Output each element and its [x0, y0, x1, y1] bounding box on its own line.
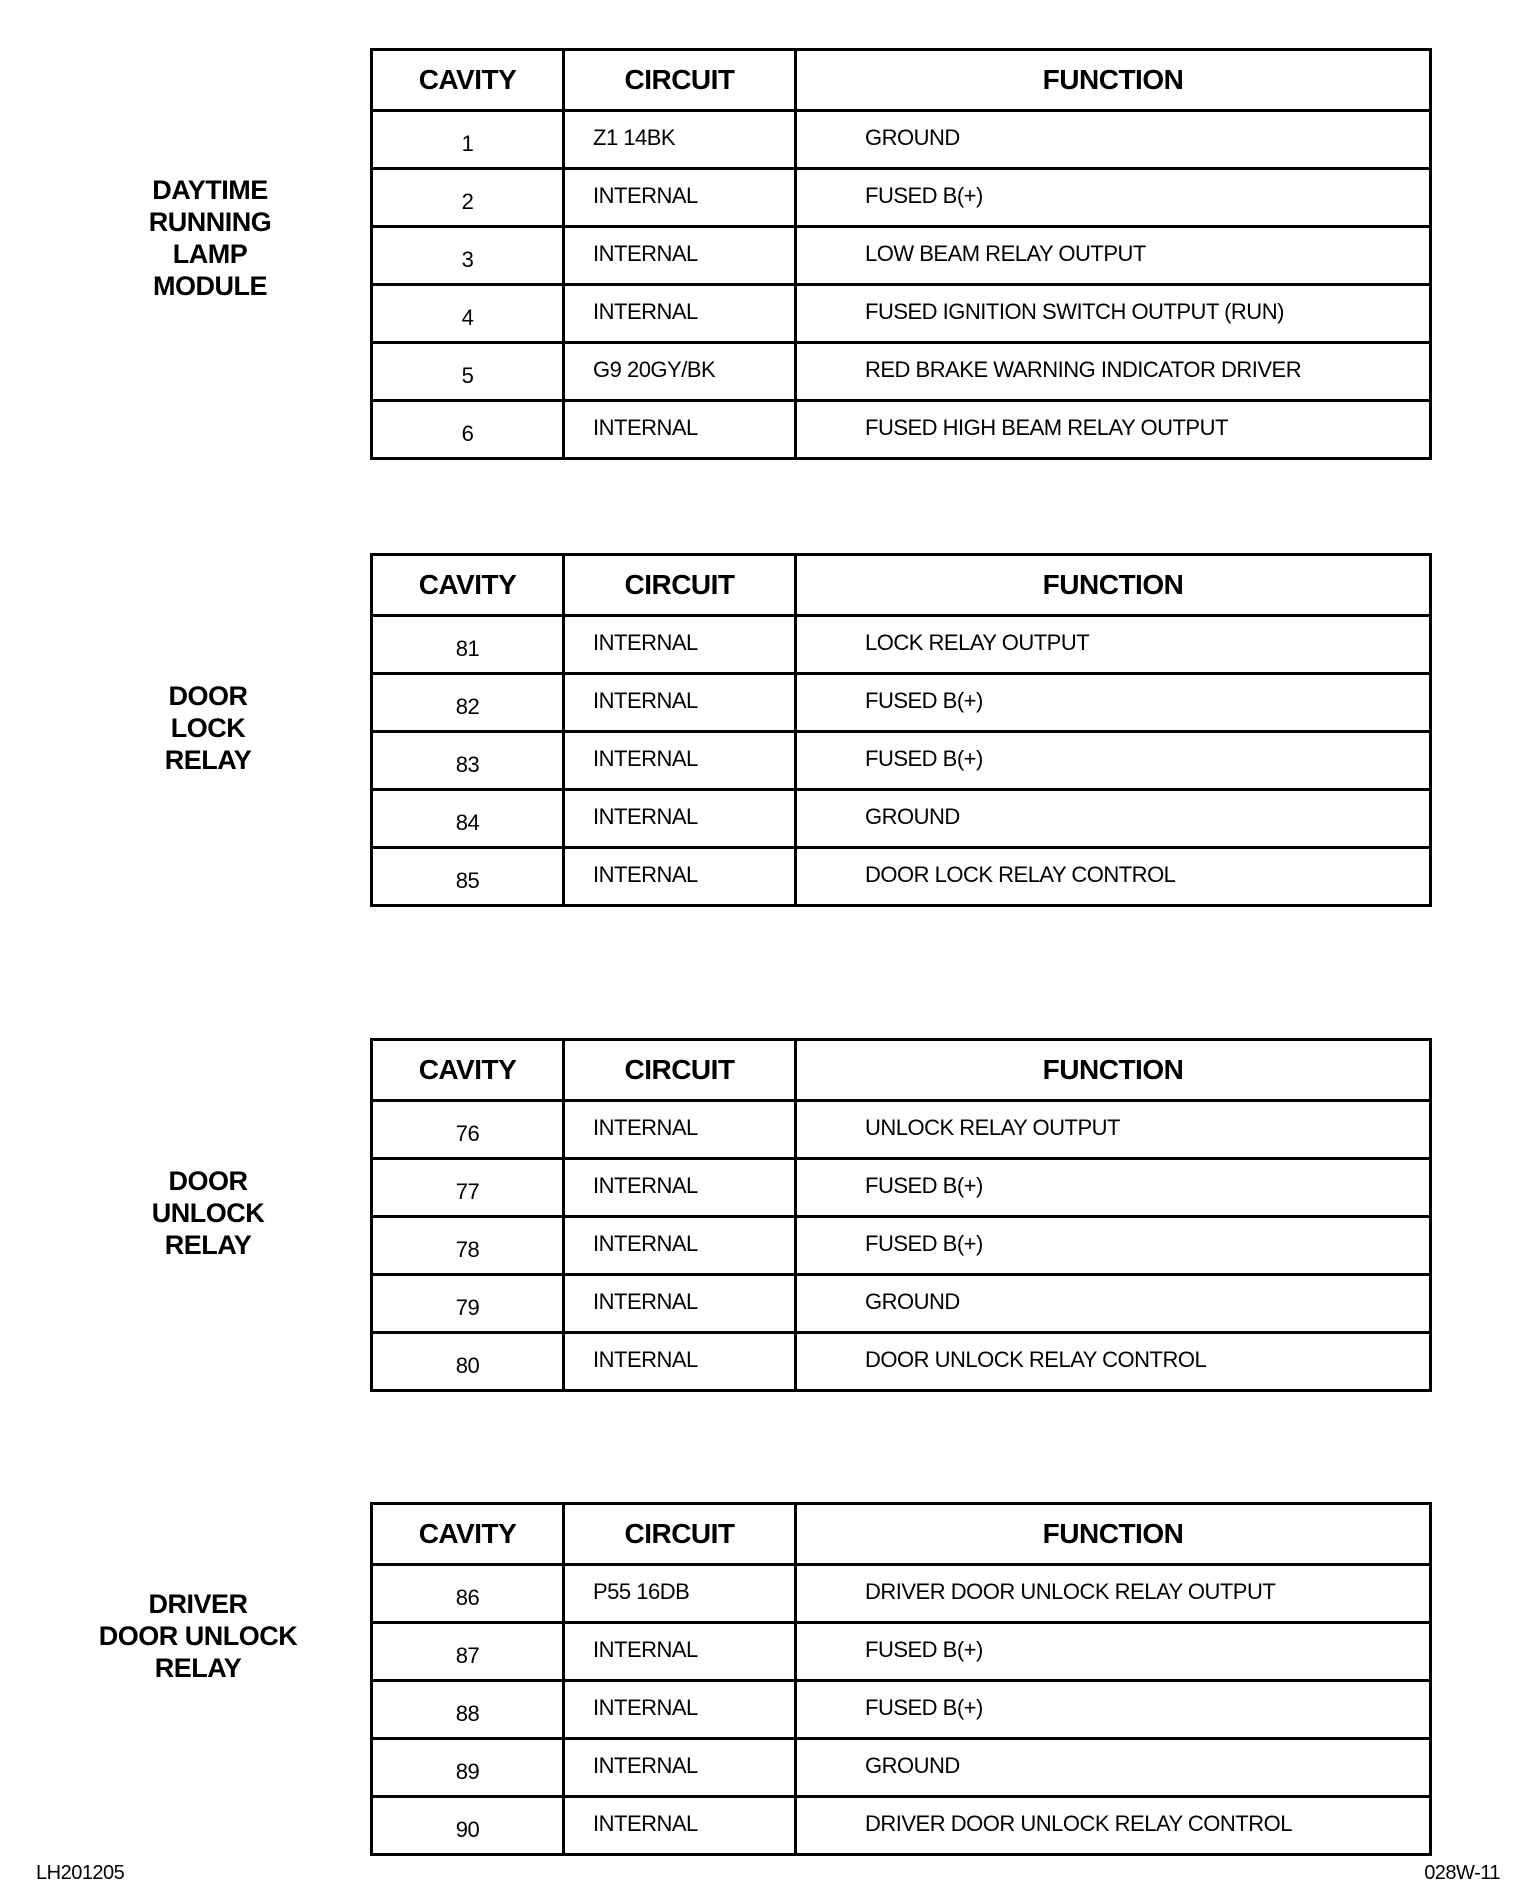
function-cell: FUSED B(+) — [796, 732, 1431, 790]
cavity-cell: 78 — [372, 1217, 564, 1275]
cavity-cell: 1 — [372, 111, 564, 169]
cavity-cell: 3 — [372, 227, 564, 285]
section-label-door-lock-relay — [88, 680, 328, 776]
circuit-cell: INTERNAL — [564, 169, 796, 227]
table-row — [372, 848, 1431, 906]
cavity-cell: 80 — [372, 1333, 564, 1391]
table-header-row — [372, 1504, 1431, 1565]
section-label-line: DOOR UNLOCK — [98, 1621, 298, 1651]
function-cell: FUSED HIGH BEAM RELAY OUTPUT — [796, 401, 1431, 459]
cavity-cell: 6 — [372, 401, 564, 459]
section-label-line: LOCK — [170, 713, 246, 743]
table-row — [372, 790, 1431, 848]
connector-table-door-lock-relay — [370, 553, 1432, 907]
circuit-cell: INTERNAL — [564, 616, 796, 674]
cavity-cell: 76 — [372, 1101, 564, 1159]
section-label-line: DAYTIME — [152, 175, 268, 205]
section-label-line: RUNNING — [148, 207, 272, 237]
table-row — [372, 285, 1431, 343]
circuit-cell: P55 16DB — [564, 1565, 796, 1623]
header-cavity: CAVITY — [372, 1504, 564, 1565]
circuit-cell: INTERNAL — [564, 1159, 796, 1217]
function-cell: FUSED B(+) — [796, 1681, 1431, 1739]
table-row — [372, 111, 1431, 169]
header-circuit: CIRCUIT — [564, 555, 796, 616]
header-circuit: CIRCUIT — [564, 1040, 796, 1101]
table-row — [372, 1275, 1431, 1333]
cavity-cell: 87 — [372, 1623, 564, 1681]
circuit-cell: INTERNAL — [564, 227, 796, 285]
cavity-cell: 77 — [372, 1159, 564, 1217]
circuit-cell: INTERNAL — [564, 1275, 796, 1333]
header-cavity: CAVITY — [372, 1040, 564, 1101]
cavity-cell: 88 — [372, 1681, 564, 1739]
function-cell: FUSED IGNITION SWITCH OUTPUT (RUN) — [796, 285, 1431, 343]
circuit-cell: INTERNAL — [564, 1101, 796, 1159]
function-cell: GROUND — [796, 1739, 1431, 1797]
connector-table-driver-door-unlock-relay — [370, 1502, 1432, 1856]
table-row — [372, 1101, 1431, 1159]
function-cell: GROUND — [796, 1275, 1431, 1333]
function-cell: GROUND — [796, 790, 1431, 848]
table-row — [372, 616, 1431, 674]
cavity-cell: 5 — [372, 343, 564, 401]
circuit-cell: Z1 14BK — [564, 111, 796, 169]
table-row — [372, 732, 1431, 790]
circuit-cell: INTERNAL — [564, 1797, 796, 1855]
section-label-line: RELAY — [154, 1653, 242, 1683]
section-label-line: RELAY — [164, 1230, 252, 1260]
circuit-cell: INTERNAL — [564, 1739, 796, 1797]
cavity-cell: 83 — [372, 732, 564, 790]
connector-table-daytime-running-lamp-module — [370, 48, 1432, 460]
table-row — [372, 1565, 1431, 1623]
table-header-row — [372, 1040, 1431, 1101]
header-function: FUNCTION — [796, 1504, 1431, 1565]
header-cavity: CAVITY — [372, 555, 564, 616]
header-circuit: CIRCUIT — [564, 50, 796, 111]
section-label-driver-door-unlock-relay — [78, 1588, 318, 1684]
header-function: FUNCTION — [796, 50, 1431, 111]
table-row — [372, 1333, 1431, 1391]
header-circuit: CIRCUIT — [564, 1504, 796, 1565]
function-cell: GROUND — [796, 111, 1431, 169]
section-label-line: MODULE — [153, 271, 267, 301]
circuit-cell: INTERNAL — [564, 848, 796, 906]
cavity-cell: 84 — [372, 790, 564, 848]
cavity-cell: 85 — [372, 848, 564, 906]
cavity-cell: 90 — [372, 1797, 564, 1855]
function-cell: LOCK RELAY OUTPUT — [796, 616, 1431, 674]
section-label-line: RELAY — [164, 745, 252, 775]
table-row — [372, 169, 1431, 227]
function-cell: DRIVER DOOR UNLOCK RELAY CONTROL — [796, 1797, 1431, 1855]
table-row — [372, 343, 1431, 401]
table-row — [372, 1739, 1431, 1797]
cavity-cell: 89 — [372, 1739, 564, 1797]
cavity-cell: 2 — [372, 169, 564, 227]
function-cell: FUSED B(+) — [796, 1623, 1431, 1681]
header-cavity: CAVITY — [372, 50, 564, 111]
function-cell: RED BRAKE WARNING INDICATOR DRIVER — [796, 343, 1431, 401]
circuit-cell: INTERNAL — [564, 732, 796, 790]
table-row — [372, 1623, 1431, 1681]
function-cell: DOOR LOCK RELAY CONTROL — [796, 848, 1431, 906]
table-row — [372, 227, 1431, 285]
section-label-line: DOOR — [168, 681, 248, 711]
table-row — [372, 401, 1431, 459]
circuit-cell: INTERNAL — [564, 674, 796, 732]
function-cell: DOOR UNLOCK RELAY CONTROL — [796, 1333, 1431, 1391]
header-function: FUNCTION — [796, 555, 1431, 616]
cavity-cell: 4 — [372, 285, 564, 343]
function-cell: UNLOCK RELAY OUTPUT — [796, 1101, 1431, 1159]
circuit-cell: INTERNAL — [564, 1217, 796, 1275]
circuit-cell: INTERNAL — [564, 1333, 796, 1391]
table-row — [372, 1681, 1431, 1739]
function-cell: FUSED B(+) — [796, 1159, 1431, 1217]
function-cell: LOW BEAM RELAY OUTPUT — [796, 227, 1431, 285]
cavity-cell: 79 — [372, 1275, 564, 1333]
connector-table-door-unlock-relay — [370, 1038, 1432, 1392]
section-label-line: DRIVER — [148, 1589, 248, 1619]
cavity-cell: 86 — [372, 1565, 564, 1623]
function-cell: FUSED B(+) — [796, 169, 1431, 227]
section-label-line: LAMP — [172, 239, 248, 269]
section-label-door-unlock-relay — [88, 1165, 328, 1261]
table-row — [372, 1217, 1431, 1275]
header-function: FUNCTION — [796, 1040, 1431, 1101]
table-row — [372, 1797, 1431, 1855]
section-label-line: DOOR — [168, 1166, 248, 1196]
circuit-cell: INTERNAL — [564, 1623, 796, 1681]
table-row — [372, 1159, 1431, 1217]
table-header-row — [372, 555, 1431, 616]
cavity-cell: 82 — [372, 674, 564, 732]
function-cell: DRIVER DOOR UNLOCK RELAY OUTPUT — [796, 1565, 1431, 1623]
figure-code-right: 028W-11 — [1424, 1862, 1500, 1884]
function-cell: FUSED B(+) — [796, 674, 1431, 732]
function-cell: FUSED B(+) — [796, 1217, 1431, 1275]
circuit-cell: G9 20GY/BK — [564, 343, 796, 401]
circuit-cell: INTERNAL — [564, 790, 796, 848]
section-label-line: UNLOCK — [151, 1198, 265, 1228]
table-row — [372, 674, 1431, 732]
section-label-daytime-running-lamp-module — [90, 174, 330, 302]
table-header-row — [372, 50, 1431, 111]
circuit-cell: INTERNAL — [564, 401, 796, 459]
circuit-cell: INTERNAL — [564, 285, 796, 343]
figure-code-left: LH201205 — [36, 1862, 125, 1884]
circuit-cell: INTERNAL — [564, 1681, 796, 1739]
cavity-cell: 81 — [372, 616, 564, 674]
